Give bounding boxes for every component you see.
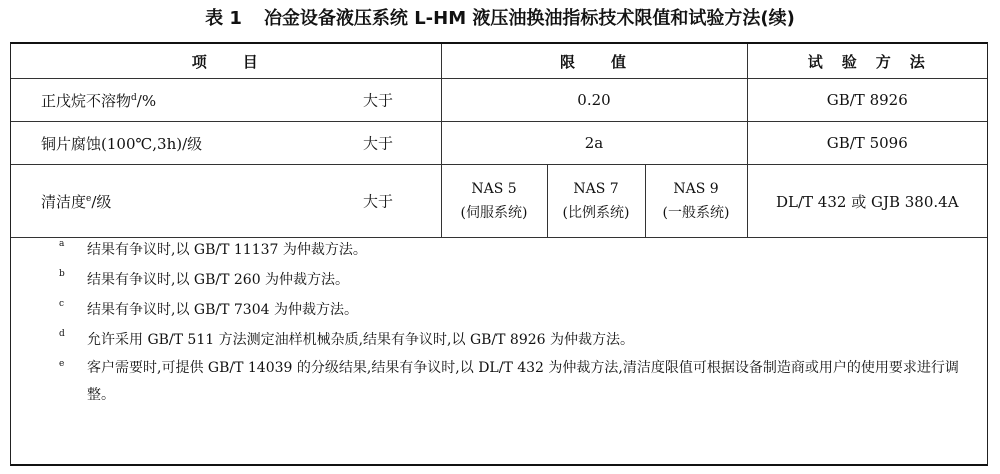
nas-grade: NAS 9	[673, 181, 719, 197]
item-cell	[11, 165, 441, 238]
system-type: (伺服系统)	[460, 205, 528, 221]
table-frame	[10, 42, 988, 466]
footnote-mark: d	[59, 329, 65, 339]
header-row	[11, 44, 987, 79]
footnote-text: 结果有争议时,以 GB/T 260 为仲裁方法。	[87, 272, 350, 288]
footnote-text: 允许采用 GB/T 511 方法测定油样机械杂质,结果有争议时,以 GB/T 8926 为仲裁方法。	[87, 332, 635, 348]
item-name: 清洁度	[41, 192, 87, 211]
item-operator: 大于	[363, 134, 394, 153]
spec-table	[11, 44, 987, 238]
item-footnote-mark: e	[86, 193, 92, 204]
item-cell	[11, 79, 441, 122]
item-footnote-mark: d	[131, 92, 137, 103]
limit-level-cell	[547, 165, 645, 238]
footnotes	[11, 235, 987, 411]
footnote-mark: c	[59, 299, 65, 309]
footnote-text: 结果有争议时,以 GB/T 7304 为仲裁方法。	[87, 302, 358, 318]
system-type: (比例系统)	[562, 205, 630, 221]
item-operator: 大于	[363, 192, 394, 211]
item-unit: /%	[136, 91, 157, 110]
item-name: 正戊烷不溶物	[41, 91, 132, 110]
item-unit: /级	[91, 192, 112, 211]
footnote	[11, 265, 987, 295]
table-number: 表 1	[205, 8, 242, 29]
table-row	[11, 165, 987, 238]
header-method: 试 验 方 法	[747, 44, 987, 79]
nas-grade: NAS 7	[573, 181, 619, 197]
limit-level-cell	[441, 165, 547, 238]
footnote-text: 客户需要时,可提供 GB/T 14039 的分级结果,结果有争议时,以 DL/T 432 为仲裁方法,清洁度限值可根据设备制造商或用户的使用要求进行调整。	[87, 360, 959, 403]
method-cell: GB/T 5096	[747, 122, 987, 165]
footnote-mark: e	[59, 359, 65, 369]
footnote	[11, 295, 987, 325]
table-row	[11, 122, 987, 165]
item-cell	[11, 122, 441, 165]
limit-cell: 0.20	[441, 79, 747, 122]
footnote	[11, 235, 987, 265]
method-cell: DL/T 432 或 GJB 380.4A	[747, 165, 987, 238]
item-operator: 大于	[363, 91, 394, 110]
limit-level-cell	[645, 165, 747, 238]
system-type: (一般系统)	[662, 205, 730, 221]
footnote	[11, 325, 987, 355]
nas-grade: NAS 5	[471, 181, 517, 197]
footnote	[11, 355, 987, 411]
method-cell: GB/T 8926	[747, 79, 987, 122]
table-title	[0, 4, 1000, 34]
footnote-mark: a	[59, 239, 65, 249]
footnote-mark: b	[59, 269, 65, 279]
item-name: 铜片腐蚀(100℃,3h)/级	[41, 134, 203, 153]
table-title-text: 冶金设备液压系统 L-HM 液压油换油指标技术限值和试验方法(续)	[263, 8, 795, 29]
table-row	[11, 79, 987, 122]
limit-cell: 2a	[441, 122, 747, 165]
footnote-text: 结果有争议时,以 GB/T 11137 为仲裁方法。	[87, 242, 367, 258]
header-item: 项 目	[11, 44, 441, 79]
header-limit: 限 值	[441, 44, 747, 79]
